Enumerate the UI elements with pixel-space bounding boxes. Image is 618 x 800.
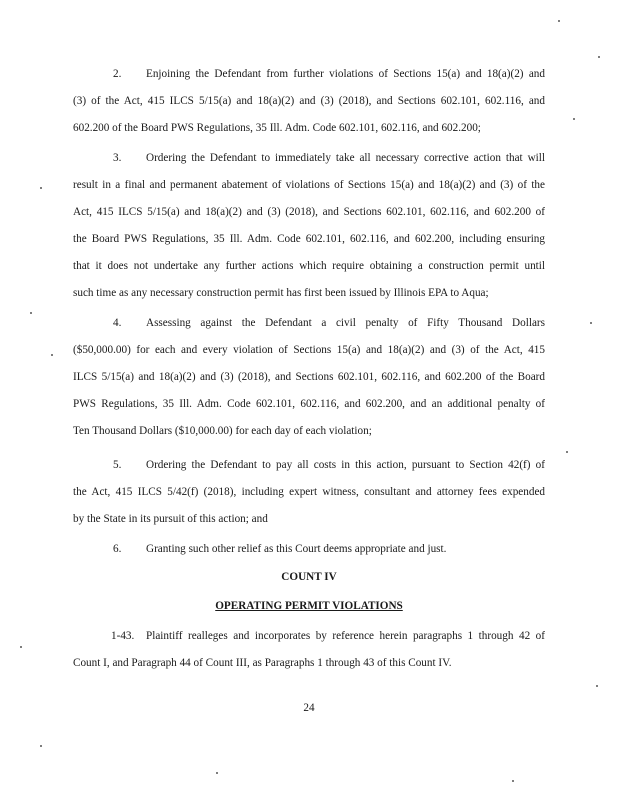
paragraph-line: Count I, and Paragraph 44 of Count III, as Paragraphs 1 through 43 of this Count IV. [73,657,452,669]
scan-speck [51,354,53,356]
paragraph-number: 5. [113,459,122,471]
scan-speck [558,20,560,22]
scan-speck [598,56,600,58]
paragraph-line: the Act, 415 ILCS 5/42(f) (2018), including expert witness, consultant and attorney fees expended [73,486,545,498]
scan-speck [216,772,218,774]
paragraph-line: Ten Thousand Dollars ($10,000.00) for each day of each violation; [73,425,372,437]
paragraph-number: 4. [113,317,122,329]
paragraph-number: 3. [113,152,122,164]
scan-speck [573,118,575,120]
paragraph-line: Act, 415 ILCS 5/15(a) and 18(a)(2) and (3) (2018), and Sections 602.101, 602.116, and 602.200 of [73,206,545,218]
paragraph-line: Assessing against the Defendant a civil penalty of Fifty Thousand Dollars [146,317,545,329]
count-subheading-text: OPERATING PERMIT VIOLATIONS [215,600,403,612]
paragraph-line: result in a final and permanent abatement of violations of Sections 15(a) and 18(a)(2) and (3) of the [73,179,545,191]
paragraph-line: Granting such other relief as this Court deems appropriate and just. [146,543,447,555]
paragraph-number: 2. [113,68,122,80]
paragraph-line: ILCS 5/15(a) and 18(a)(2) and (3) (2018), and Sections 602.101, 602.116, and 602.200 of the Board [73,371,545,383]
paragraph-line: by the State in its pursuit of this action; and [73,513,268,525]
scan-speck [40,745,42,747]
scan-speck [566,451,568,453]
paragraph-number: 1-43. [111,630,135,642]
scan-speck [590,322,592,324]
paragraph-line: 602.200 of the Board PWS Regulations, 35 Ill. Adm. Code 602.101, 602.116, and 602.200; [73,122,481,134]
paragraph-line: ($50,000.00) for each and every violation of Sections 15(a) and 18(a)(2) and (3) of the Act, 415 [73,344,545,356]
paragraph-line: (3) of the Act, 415 ILCS 5/15(a) and 18(a)(2) and (3) (2018), and Sections 602.101, 602.116, and [73,95,545,107]
scan-speck [596,685,598,687]
scan-speck [40,187,42,189]
paragraph-line: PWS Regulations, 35 Ill. Adm. Code 602.101, 602.116, and 602.200, and an additional penalty of [73,398,545,410]
paragraph-number: 6. [113,543,122,555]
scan-speck [30,312,32,314]
scan-speck [512,780,514,782]
paragraph-line: that it does not undertake any further actions which require obtaining a construction permit until [73,260,545,272]
paragraph-line: such time as any necessary construction permit has first been issued by Illinois EPA to Aqua; [73,287,489,299]
scan-speck [20,646,22,648]
page-number: 24 [303,702,315,714]
paragraph-line: Ordering the Defendant to pay all costs in this action, pursuant to Section 42(f) of [146,459,545,471]
paragraph-line: the Board PWS Regulations, 35 Ill. Adm. Code 602.101, 602.116, and 602.200, including ensuring [73,233,545,245]
paragraph-line: Plaintiff realleges and incorporates by reference herein paragraphs 1 through 42 of [146,630,545,642]
count-subheading [0,599,618,613]
paragraph-line: Ordering the Defendant to immediately take all necessary corrective action that will [146,152,545,164]
paragraph-line: Enjoining the Defendant from further violations of Sections 15(a) and 18(a)(2) and [146,68,545,80]
count-heading: COUNT IV [281,571,337,583]
